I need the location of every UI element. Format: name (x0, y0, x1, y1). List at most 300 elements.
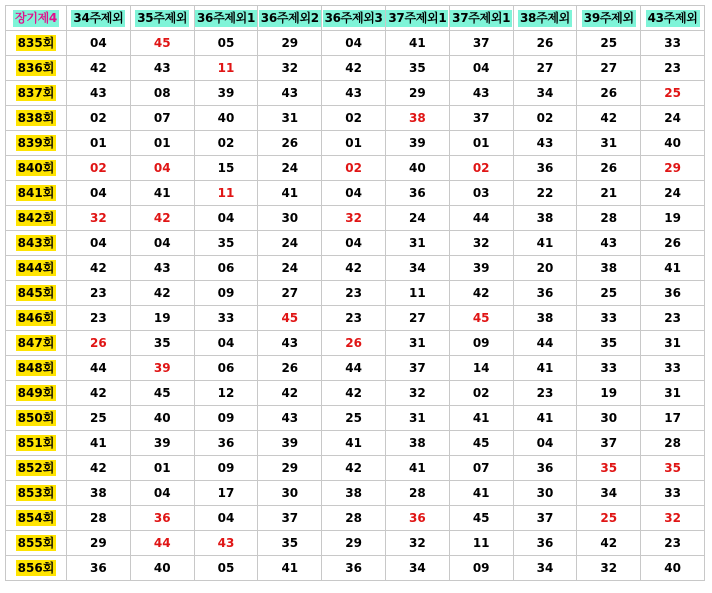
number-cell: 42 (577, 106, 641, 131)
table-row (6, 356, 705, 381)
number-cell: 25 (67, 406, 131, 431)
table-row (6, 156, 705, 181)
number-cell: 37 (449, 106, 513, 131)
number-cell: 29 (258, 456, 322, 481)
table-row (6, 256, 705, 281)
number-cell: 11 (449, 531, 513, 556)
column-header (513, 6, 577, 31)
number-cell: 42 (67, 56, 131, 81)
number-cell: 31 (385, 331, 449, 356)
number-cell: 28 (641, 431, 705, 456)
number-cell: 36 (513, 156, 577, 181)
round-cell (6, 506, 67, 531)
round-label: 837회 (17, 86, 55, 100)
number-cell: 33 (641, 481, 705, 506)
round-label: 835회 (17, 36, 55, 50)
table-row (6, 206, 705, 231)
round-label: 839회 (17, 136, 55, 150)
number-cell: 42 (130, 206, 194, 231)
number-cell: 37 (449, 31, 513, 56)
number-cell: 36 (641, 281, 705, 306)
number-cell: 31 (385, 231, 449, 256)
table-row (6, 81, 705, 106)
number-cell: 28 (322, 506, 386, 531)
number-cell: 09 (194, 406, 258, 431)
round-cell (6, 531, 67, 556)
number-cell: 01 (130, 456, 194, 481)
column-header (130, 6, 194, 31)
number-cell: 34 (577, 481, 641, 506)
number-cell: 02 (67, 156, 131, 181)
number-cell: 43 (577, 231, 641, 256)
number-cell: 27 (258, 281, 322, 306)
number-cell: 33 (194, 306, 258, 331)
number-cell: 34 (513, 556, 577, 581)
number-cell: 28 (577, 206, 641, 231)
number-cell: 44 (322, 356, 386, 381)
number-cell: 11 (194, 181, 258, 206)
number-cell: 43 (449, 81, 513, 106)
number-cell: 24 (258, 156, 322, 181)
number-cell: 36 (67, 556, 131, 581)
number-cell: 38 (513, 306, 577, 331)
number-cell: 43 (258, 406, 322, 431)
number-cell: 42 (67, 256, 131, 281)
number-cell: 33 (577, 356, 641, 381)
number-cell: 09 (449, 556, 513, 581)
number-cell: 02 (67, 106, 131, 131)
number-cell: 11 (385, 281, 449, 306)
number-cell: 06 (194, 256, 258, 281)
number-cell: 34 (513, 81, 577, 106)
number-cell: 41 (513, 356, 577, 381)
number-cell: 29 (322, 531, 386, 556)
number-cell: 11 (194, 56, 258, 81)
round-label: 836회 (17, 61, 55, 75)
number-cell: 41 (449, 406, 513, 431)
round-label: 842회 (17, 211, 55, 225)
number-cell: 36 (322, 556, 386, 581)
table-row (6, 281, 705, 306)
number-cell: 07 (449, 456, 513, 481)
round-cell (6, 181, 67, 206)
number-cell: 32 (67, 206, 131, 231)
table-row (6, 56, 705, 81)
number-cell: 42 (322, 256, 386, 281)
number-cell: 45 (449, 306, 513, 331)
number-cell: 30 (513, 481, 577, 506)
column-header-label: 36주제외2 (260, 10, 319, 25)
number-cell: 09 (449, 331, 513, 356)
number-cell: 41 (130, 181, 194, 206)
column-header-label: 43주제외 (647, 10, 698, 25)
round-label: 846회 (17, 311, 55, 325)
number-cell: 24 (385, 206, 449, 231)
number-cell: 31 (258, 106, 322, 131)
number-cell: 34 (385, 556, 449, 581)
number-cell: 29 (385, 81, 449, 106)
number-cell: 01 (130, 131, 194, 156)
round-cell (6, 156, 67, 181)
number-cell: 04 (130, 481, 194, 506)
number-cell: 25 (322, 406, 386, 431)
number-cell: 26 (258, 356, 322, 381)
number-cell: 41 (449, 481, 513, 506)
round-label: 843회 (17, 236, 55, 250)
number-cell: 32 (577, 556, 641, 581)
round-label: 841회 (17, 186, 55, 200)
column-header-label: 39주제외 (583, 10, 634, 25)
number-cell: 32 (385, 381, 449, 406)
number-cell: 41 (513, 231, 577, 256)
table-row (6, 431, 705, 456)
number-cell: 43 (67, 81, 131, 106)
round-cell (6, 456, 67, 481)
table-body (6, 31, 705, 581)
number-cell: 44 (67, 356, 131, 381)
number-cell: 43 (258, 331, 322, 356)
number-cell: 25 (577, 506, 641, 531)
number-cell: 38 (322, 481, 386, 506)
table-row (6, 531, 705, 556)
number-cell: 36 (513, 281, 577, 306)
number-cell: 29 (258, 31, 322, 56)
number-cell: 29 (641, 156, 705, 181)
column-header (322, 6, 386, 31)
column-header-label: 36주제외3 (324, 10, 383, 25)
number-cell: 37 (258, 506, 322, 531)
number-cell: 09 (194, 456, 258, 481)
number-cell: 45 (449, 431, 513, 456)
number-cell: 23 (67, 306, 131, 331)
number-cell: 23 (641, 306, 705, 331)
number-cell: 41 (258, 556, 322, 581)
number-cell: 39 (130, 431, 194, 456)
number-cell: 05 (194, 556, 258, 581)
number-cell: 04 (67, 31, 131, 56)
column-header-label: 34주제외 (73, 10, 124, 25)
number-cell: 36 (194, 431, 258, 456)
corner-label: 장기제4 (15, 10, 57, 25)
number-cell: 37 (385, 356, 449, 381)
number-cell: 38 (577, 256, 641, 281)
round-label: 855회 (17, 536, 55, 550)
number-cell: 32 (449, 231, 513, 256)
round-label: 840회 (17, 161, 55, 175)
number-cell: 02 (449, 156, 513, 181)
number-cell: 19 (577, 381, 641, 406)
number-cell: 36 (385, 181, 449, 206)
number-cell: 38 (385, 106, 449, 131)
number-cell: 19 (641, 206, 705, 231)
number-cell: 40 (130, 556, 194, 581)
number-cell: 36 (513, 531, 577, 556)
round-cell (6, 131, 67, 156)
number-cell: 43 (322, 81, 386, 106)
number-cell: 01 (67, 131, 131, 156)
number-cell: 23 (67, 281, 131, 306)
number-cell: 33 (641, 356, 705, 381)
number-cell: 37 (577, 431, 641, 456)
number-cell: 34 (385, 256, 449, 281)
round-label: 838회 (17, 111, 55, 125)
number-cell: 44 (513, 331, 577, 356)
round-cell (6, 206, 67, 231)
table-row (6, 506, 705, 531)
number-cell: 39 (130, 356, 194, 381)
number-cell: 41 (513, 406, 577, 431)
number-cell: 14 (449, 356, 513, 381)
round-cell (6, 481, 67, 506)
number-cell: 39 (258, 431, 322, 456)
round-cell (6, 431, 67, 456)
number-cell: 38 (385, 431, 449, 456)
number-cell: 32 (641, 506, 705, 531)
number-cell: 04 (322, 181, 386, 206)
number-cell: 23 (322, 281, 386, 306)
number-cell: 45 (258, 306, 322, 331)
corner-header (6, 6, 67, 31)
header-row (6, 6, 705, 31)
number-cell: 22 (513, 181, 577, 206)
number-cell: 42 (322, 381, 386, 406)
number-cell: 35 (258, 531, 322, 556)
round-cell (6, 106, 67, 131)
number-cell: 26 (322, 331, 386, 356)
round-label: 850회 (17, 411, 55, 425)
number-cell: 45 (130, 31, 194, 56)
table-row (6, 331, 705, 356)
number-cell: 03 (449, 181, 513, 206)
table-row (6, 31, 705, 56)
round-cell (6, 356, 67, 381)
number-cell: 30 (258, 206, 322, 231)
column-header-label: 38주제외 (519, 10, 570, 25)
number-cell: 01 (449, 131, 513, 156)
number-cell: 42 (67, 456, 131, 481)
number-cell: 04 (322, 31, 386, 56)
number-cell: 19 (130, 306, 194, 331)
round-cell (6, 281, 67, 306)
round-cell (6, 556, 67, 581)
number-cell: 42 (322, 56, 386, 81)
number-cell: 32 (258, 56, 322, 81)
number-cell: 02 (513, 106, 577, 131)
number-cell: 24 (258, 231, 322, 256)
number-cell: 17 (641, 406, 705, 431)
number-cell: 02 (322, 156, 386, 181)
number-cell: 01 (322, 131, 386, 156)
number-cell: 35 (641, 456, 705, 481)
number-cell: 30 (577, 406, 641, 431)
number-cell: 28 (385, 481, 449, 506)
number-cell: 24 (641, 106, 705, 131)
table-row (6, 381, 705, 406)
round-label: 856회 (17, 561, 55, 575)
number-cell: 04 (130, 156, 194, 181)
number-cell: 04 (449, 56, 513, 81)
number-cell: 43 (258, 81, 322, 106)
number-cell: 25 (577, 31, 641, 56)
number-cell: 41 (67, 431, 131, 456)
number-cell: 31 (385, 406, 449, 431)
number-cell: 20 (513, 256, 577, 281)
number-cell: 40 (194, 106, 258, 131)
number-cell: 39 (194, 81, 258, 106)
number-cell: 42 (449, 281, 513, 306)
round-cell (6, 306, 67, 331)
number-cell: 32 (322, 206, 386, 231)
number-cell: 32 (385, 531, 449, 556)
number-cell: 07 (130, 106, 194, 131)
number-cell: 12 (194, 381, 258, 406)
number-cell: 44 (449, 206, 513, 231)
number-cell: 04 (194, 331, 258, 356)
number-cell: 23 (641, 56, 705, 81)
number-cell: 35 (577, 331, 641, 356)
round-label: 847회 (17, 336, 55, 350)
table-row (6, 181, 705, 206)
column-header (641, 6, 705, 31)
number-cell: 36 (513, 456, 577, 481)
number-cell: 42 (577, 531, 641, 556)
round-label: 844회 (17, 261, 55, 275)
round-cell (6, 56, 67, 81)
number-cell: 04 (194, 206, 258, 231)
number-cell: 43 (194, 531, 258, 556)
number-cell: 06 (194, 356, 258, 381)
number-cell: 40 (641, 556, 705, 581)
number-table-container (5, 5, 705, 581)
number-cell: 26 (641, 231, 705, 256)
number-cell: 15 (194, 156, 258, 181)
number-cell: 04 (322, 231, 386, 256)
round-label: 853회 (17, 486, 55, 500)
column-header (449, 6, 513, 31)
number-cell: 43 (130, 56, 194, 81)
number-cell: 26 (67, 331, 131, 356)
number-cell: 33 (641, 31, 705, 56)
number-cell: 24 (641, 181, 705, 206)
number-cell: 35 (194, 231, 258, 256)
number-cell: 31 (641, 381, 705, 406)
number-cell: 26 (258, 131, 322, 156)
number-cell: 42 (130, 281, 194, 306)
column-header (258, 6, 322, 31)
number-cell: 45 (130, 381, 194, 406)
number-cell: 28 (67, 506, 131, 531)
number-cell: 21 (577, 181, 641, 206)
column-header-label: 35주제외 (137, 10, 188, 25)
number-cell: 08 (130, 81, 194, 106)
number-cell: 45 (449, 506, 513, 531)
number-cell: 41 (322, 431, 386, 456)
number-cell: 39 (449, 256, 513, 281)
number-cell: 43 (513, 131, 577, 156)
number-cell: 41 (641, 256, 705, 281)
number-cell: 23 (322, 306, 386, 331)
number-cell: 40 (385, 156, 449, 181)
number-cell: 36 (385, 506, 449, 531)
number-cell: 26 (577, 156, 641, 181)
number-cell: 05 (194, 31, 258, 56)
number-cell: 02 (194, 131, 258, 156)
number-cell: 40 (130, 406, 194, 431)
lotto-exclusion-table (5, 5, 705, 581)
number-cell: 02 (449, 381, 513, 406)
number-cell: 42 (258, 381, 322, 406)
number-cell: 38 (67, 481, 131, 506)
number-cell: 04 (513, 431, 577, 456)
number-cell: 31 (641, 331, 705, 356)
number-cell: 33 (577, 306, 641, 331)
number-cell: 31 (577, 131, 641, 156)
round-cell (6, 406, 67, 431)
round-cell (6, 81, 67, 106)
round-label: 849회 (17, 386, 55, 400)
number-cell: 42 (322, 456, 386, 481)
number-cell: 35 (385, 56, 449, 81)
round-label: 854회 (17, 511, 55, 525)
number-cell: 41 (385, 456, 449, 481)
table-row (6, 131, 705, 156)
number-cell: 44 (130, 531, 194, 556)
number-cell: 42 (67, 381, 131, 406)
column-header (194, 6, 258, 31)
number-cell: 27 (385, 306, 449, 331)
round-cell (6, 31, 67, 56)
number-cell: 26 (577, 81, 641, 106)
number-cell: 30 (258, 481, 322, 506)
number-cell: 04 (67, 231, 131, 256)
column-header-label: 37주제외1 (388, 10, 447, 25)
round-cell (6, 381, 67, 406)
column-header (385, 6, 449, 31)
round-label: 852회 (17, 461, 55, 475)
number-cell: 04 (130, 231, 194, 256)
number-cell: 27 (513, 56, 577, 81)
number-cell: 25 (641, 81, 705, 106)
table-row (6, 406, 705, 431)
number-cell: 36 (130, 506, 194, 531)
number-cell: 38 (513, 206, 577, 231)
table-row (6, 106, 705, 131)
number-cell: 23 (641, 531, 705, 556)
round-label: 845회 (17, 286, 55, 300)
round-label: 848회 (17, 361, 55, 375)
number-cell: 41 (258, 181, 322, 206)
number-cell: 27 (577, 56, 641, 81)
column-header-label: 36주제외1 (196, 10, 255, 25)
number-cell: 24 (258, 256, 322, 281)
number-cell: 26 (513, 31, 577, 56)
number-cell: 17 (194, 481, 258, 506)
column-header (577, 6, 641, 31)
round-cell (6, 256, 67, 281)
table-row (6, 456, 705, 481)
table-row (6, 556, 705, 581)
number-cell: 23 (513, 381, 577, 406)
number-cell: 25 (577, 281, 641, 306)
round-cell (6, 331, 67, 356)
table-row (6, 306, 705, 331)
number-cell: 39 (385, 131, 449, 156)
number-cell: 29 (67, 531, 131, 556)
number-cell: 02 (322, 106, 386, 131)
number-cell: 37 (513, 506, 577, 531)
number-cell: 35 (577, 456, 641, 481)
number-cell: 35 (130, 331, 194, 356)
